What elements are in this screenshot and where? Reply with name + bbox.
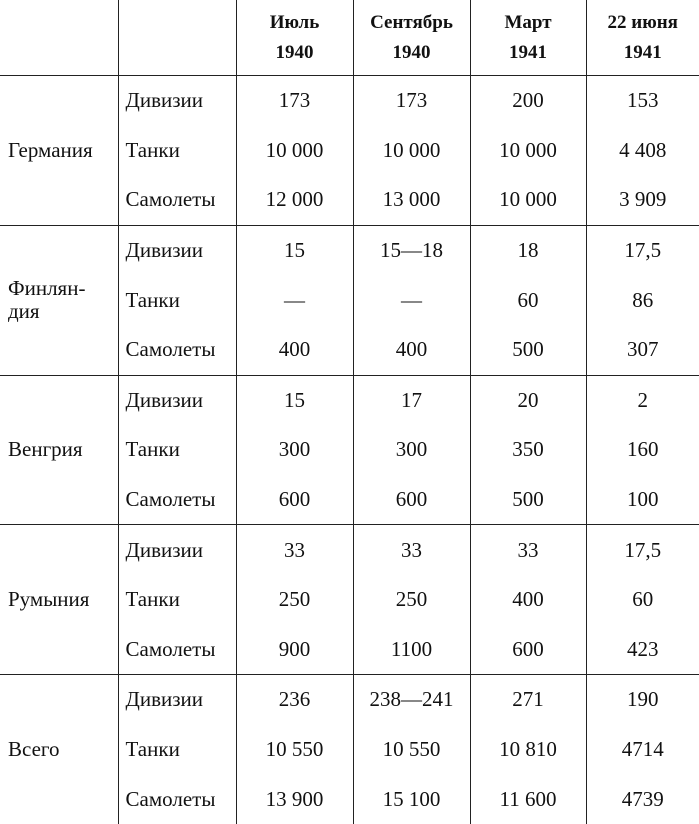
cell-value: 160 (586, 425, 699, 475)
cell-value: 3 909 (586, 175, 699, 225)
country-hungary: Венгрия (0, 375, 118, 525)
country-finland: Финлян- дия (0, 225, 118, 375)
cell-value: 400 (470, 575, 586, 625)
cell-value: 173 (353, 76, 470, 126)
cell-value: 12 000 (236, 175, 353, 225)
table-row (0, 375, 699, 425)
cell-value: 307 (586, 325, 699, 375)
cell-value: 15 (236, 375, 353, 425)
cell-value: 10 000 (470, 126, 586, 176)
header-col-3: Март 1941 (470, 0, 586, 76)
cell-value: — (353, 275, 470, 325)
cell-value: 33 (470, 525, 586, 575)
cell-value: 60 (586, 575, 699, 625)
row-label: Самолеты (118, 325, 236, 375)
header-blank-country (0, 0, 118, 76)
cell-value: 190 (586, 675, 699, 725)
cell-value: 17,5 (586, 525, 699, 575)
row-label: Самолеты (118, 475, 236, 525)
cell-value: 300 (353, 425, 470, 475)
cell-value: 15—18 (353, 225, 470, 275)
row-label: Самолеты (118, 625, 236, 675)
header-col-4: 22 июня 1941 (586, 0, 699, 76)
cell-value: 10 000 (236, 126, 353, 176)
cell-value: 20 (470, 375, 586, 425)
header-row (0, 0, 699, 76)
cell-value: 238—241 (353, 675, 470, 725)
header-blank-category (118, 0, 236, 76)
header-col-2: Сентябрь 1940 (353, 0, 470, 76)
cell-value: 4739 (586, 774, 699, 824)
cell-value: 1100 (353, 625, 470, 675)
cell-value: 18 (470, 225, 586, 275)
cell-value: 10 550 (236, 725, 353, 775)
cell-value: 250 (353, 575, 470, 625)
cell-value: — (236, 275, 353, 325)
cell-value: 17,5 (586, 225, 699, 275)
header-col-1: Июль 1940 (236, 0, 353, 76)
cell-value: 10 000 (470, 175, 586, 225)
cell-value: 33 (236, 525, 353, 575)
cell-value: 600 (353, 475, 470, 525)
table-row (0, 225, 699, 275)
cell-value: 271 (470, 675, 586, 725)
cell-value: 500 (470, 325, 586, 375)
row-label: Дивизии (118, 76, 236, 126)
cell-value: 400 (353, 325, 470, 375)
row-label: Дивизии (118, 525, 236, 575)
cell-value: 153 (586, 76, 699, 126)
row-label: Самолеты (118, 774, 236, 824)
cell-value: 4714 (586, 725, 699, 775)
cell-value: 13 900 (236, 774, 353, 824)
country-total: Всего (0, 675, 118, 824)
cell-value: 250 (236, 575, 353, 625)
cell-value: 2 (586, 375, 699, 425)
cell-value: 300 (236, 425, 353, 475)
row-label: Танки (118, 575, 236, 625)
cell-value: 100 (586, 475, 699, 525)
cell-value: 200 (470, 76, 586, 126)
cell-value: 17 (353, 375, 470, 425)
cell-value: 173 (236, 76, 353, 126)
row-label: Танки (118, 275, 236, 325)
cell-value: 11 600 (470, 774, 586, 824)
cell-value: 350 (470, 425, 586, 475)
row-label: Дивизии (118, 225, 236, 275)
cell-value: 10 810 (470, 725, 586, 775)
cell-value: 15 (236, 225, 353, 275)
table-row (0, 675, 699, 725)
row-label: Танки (118, 725, 236, 775)
row-label: Дивизии (118, 375, 236, 425)
row-label: Танки (118, 425, 236, 475)
country-romania: Румыния (0, 525, 118, 675)
cell-value: 13 000 (353, 175, 470, 225)
row-label: Самолеты (118, 175, 236, 225)
table-row (0, 76, 699, 126)
country-germany: Германия (0, 76, 118, 226)
cell-value: 4 408 (586, 126, 699, 176)
cell-value: 15 100 (353, 774, 470, 824)
cell-value: 400 (236, 325, 353, 375)
cell-value: 60 (470, 275, 586, 325)
cell-value: 86 (586, 275, 699, 325)
cell-value: 10 550 (353, 725, 470, 775)
cell-value: 10 000 (353, 126, 470, 176)
cell-value: 33 (353, 525, 470, 575)
cell-value: 500 (470, 475, 586, 525)
row-label: Дивизии (118, 675, 236, 725)
cell-value: 900 (236, 625, 353, 675)
table-row (0, 525, 699, 575)
cell-value: 423 (586, 625, 699, 675)
cell-value: 600 (470, 625, 586, 675)
row-label: Танки (118, 126, 236, 176)
cell-value: 236 (236, 675, 353, 725)
cell-value: 600 (236, 475, 353, 525)
